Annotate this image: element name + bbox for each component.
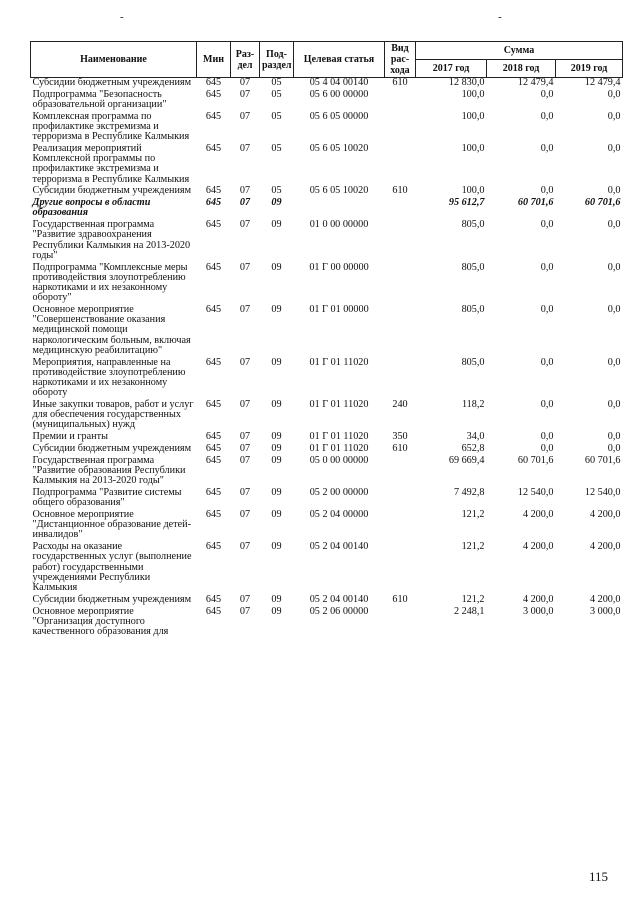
col-header-min: Мин xyxy=(197,42,231,78)
row-razdel: 07 xyxy=(239,185,251,197)
row-podrazdel: 09 xyxy=(271,605,282,617)
row-vid xyxy=(385,198,416,220)
row-vid: 240 xyxy=(392,399,408,411)
row-min: 645 xyxy=(205,219,222,231)
row-podrazdel: 05 xyxy=(271,77,282,88)
row-podrazdel: 09 xyxy=(271,304,282,316)
row-name: Субсидии бюджетным учреждениям xyxy=(32,77,192,88)
row-sum-2018: 0,0 xyxy=(540,143,554,154)
table-row xyxy=(31,456,623,488)
table-row xyxy=(31,78,623,90)
row-sum-2017: 652,8 xyxy=(461,443,485,455)
row-sum-2018: 0,0 xyxy=(540,110,554,122)
row-sum-2017: 100,0 xyxy=(461,88,485,100)
row-min: 645 xyxy=(205,487,222,499)
row-razdel: 07 xyxy=(239,143,251,154)
row-razdel: 07 xyxy=(239,431,251,443)
row-sum-2017: 95 612,7 xyxy=(448,197,485,209)
row-sum-2018: 3 000,0 xyxy=(522,605,554,617)
row-sum-2017: 2 248,1 xyxy=(453,605,485,617)
row-vid xyxy=(385,144,416,186)
row-min: 645 xyxy=(205,431,222,443)
row-razdel: 07 xyxy=(239,541,251,553)
row-sum-2017: 100,0 xyxy=(461,143,485,154)
row-name: Государственная программа "Развитие образования Республики Калмыкия на 2013-2020 годы" xyxy=(32,454,186,487)
row-vid xyxy=(385,510,416,542)
table-row xyxy=(31,595,623,607)
row-vid: 610 xyxy=(392,77,408,88)
row-statya: 05 6 05 00000 xyxy=(309,110,369,122)
row-podrazdel: 09 xyxy=(271,197,282,209)
row-name: Субсидии бюджетным учреждениям xyxy=(32,185,192,197)
row-name: Другие вопросы в области образования xyxy=(32,197,151,219)
row-sum-2019: 4 200,0 xyxy=(589,593,621,605)
table-row xyxy=(31,510,623,542)
row-vid xyxy=(385,263,416,305)
row-name: Реализация мероприятий Комплексной программы по профилактике экстремизма и терроризма в Республике Калмыкия xyxy=(32,143,190,185)
row-statya: 05 6 00 00000 xyxy=(309,88,369,100)
row-min: 645 xyxy=(205,509,222,521)
row-sum-2018: 0,0 xyxy=(540,261,554,273)
row-sum-2019: 12 479,4 xyxy=(584,77,621,88)
row-razdel: 07 xyxy=(239,593,251,605)
row-min: 645 xyxy=(205,454,222,466)
table-row xyxy=(31,400,623,432)
row-razdel: 07 xyxy=(239,219,251,231)
row-podrazdel: 09 xyxy=(271,509,282,521)
row-sum-2017: 7 492,8 xyxy=(453,487,485,499)
table-row xyxy=(31,488,623,510)
row-vid xyxy=(385,542,416,595)
row-sum-2017: 100,0 xyxy=(461,185,485,197)
row-sum-2019: 0,0 xyxy=(607,304,621,316)
row-statya: 01 Г 01 11020 xyxy=(309,443,369,455)
budget-table xyxy=(30,41,623,639)
row-sum-2018: 12 540,0 xyxy=(517,487,554,499)
row-vid xyxy=(385,220,416,262)
row-sum-2017: 805,0 xyxy=(461,261,485,273)
row-sum-2017: 118,2 xyxy=(461,399,485,411)
row-name: Государственная программа "Развитие здравоохранения Республики Калмыкия на 2013-2020 годы" xyxy=(32,219,191,261)
row-sum-2018: 60 701,6 xyxy=(517,454,554,466)
table-body xyxy=(31,78,623,639)
row-min: 645 xyxy=(205,77,222,88)
row-sum-2018: 60 701,6 xyxy=(517,197,554,209)
row-name: Основное мероприятие "Дистанционное образование детей-инвалидов" xyxy=(32,509,191,541)
row-sum-2019: 12 540,0 xyxy=(584,487,621,499)
row-statya: 05 4 04 00140 xyxy=(309,77,369,88)
row-podrazdel: 09 xyxy=(271,261,282,273)
row-statya: 05 2 04 00140 xyxy=(309,541,369,553)
row-sum-2019: 3 000,0 xyxy=(589,605,621,617)
row-min: 645 xyxy=(205,110,222,122)
row-sum-2017: 805,0 xyxy=(461,304,485,316)
row-name: Подпрограмма "Развитие системы общего образования" xyxy=(32,487,182,509)
row-razdel: 07 xyxy=(239,605,251,617)
row-sum-2019: 0,0 xyxy=(607,261,621,273)
row-min: 645 xyxy=(205,593,222,605)
row-razdel: 07 xyxy=(239,77,251,88)
row-name: Иные закупки товаров, работ и услуг для обеспечения государственных (муниципальных) нужд xyxy=(32,399,194,431)
row-sum-2017: 805,0 xyxy=(461,356,485,368)
row-podrazdel: 09 xyxy=(271,219,282,231)
row-podrazdel: 09 xyxy=(271,593,282,605)
row-statya: 01 Г 01 11020 xyxy=(309,399,369,411)
row-vid xyxy=(385,90,416,112)
row-razdel: 07 xyxy=(239,197,251,209)
row-min: 645 xyxy=(205,541,222,553)
row-razdel: 07 xyxy=(239,487,251,499)
row-sum-2018: 0,0 xyxy=(540,399,554,411)
row-statya: 05 2 00 00000 xyxy=(309,487,369,499)
row-sum-2018: 0,0 xyxy=(540,185,554,197)
table-header xyxy=(31,42,623,78)
row-statya: 05 2 04 00000 xyxy=(309,509,369,521)
row-sum-2017: 12 830,0 xyxy=(448,77,485,88)
row-sum-2019: 0,0 xyxy=(607,185,621,197)
row-sum-2018: 0,0 xyxy=(540,304,554,316)
row-statya: 01 0 00 00000 xyxy=(309,219,369,231)
row-podrazdel: 09 xyxy=(271,454,282,466)
row-razdel: 07 xyxy=(239,110,251,122)
row-min: 645 xyxy=(205,443,222,455)
row-vid xyxy=(385,112,416,144)
row-statya: 01 Г 00 00000 xyxy=(309,261,369,273)
row-sum-2018: 4 200,0 xyxy=(522,509,554,521)
row-name: Мероприятия, направленные на противодействие злоупотреблению наркотиками и их незаконному обороту xyxy=(32,356,186,399)
row-statya xyxy=(294,198,385,220)
scan-mark-right: - xyxy=(498,11,502,23)
row-sum-2018: 0,0 xyxy=(540,431,554,443)
row-sum-2017: 121,2 xyxy=(461,593,485,605)
row-sum-2019: 0,0 xyxy=(607,443,621,455)
table-row xyxy=(31,220,623,262)
row-podrazdel: 09 xyxy=(271,443,282,455)
row-sum-2019: 0,0 xyxy=(607,88,621,100)
row-sum-2017: 69 669,4 xyxy=(448,454,485,466)
row-vid xyxy=(385,305,416,358)
row-min: 645 xyxy=(205,88,222,100)
row-sum-2019: 0,0 xyxy=(607,219,621,231)
row-sum-2017: 100,0 xyxy=(461,110,485,122)
table-row xyxy=(31,112,623,144)
row-min: 645 xyxy=(205,399,222,411)
row-name: Подпрограмма "Комплексные меры противодействия злоупотреблению наркотиками и их незаконному обороту" xyxy=(32,261,188,304)
row-name: Комплексная программа по профилактике экстремизма и терроризма в Республике Калмыкия xyxy=(32,110,190,143)
row-statya: 01 Г 01 11020 xyxy=(309,431,369,443)
table-row xyxy=(31,305,623,358)
row-sum-2017: 121,2 xyxy=(461,509,485,521)
row-podrazdel: 05 xyxy=(271,185,282,197)
page-number: 115 xyxy=(588,869,608,884)
row-statya: 01 Г 01 11020 xyxy=(309,356,369,368)
row-sum-2019: 4 200,0 xyxy=(589,541,621,553)
row-name: Субсидии бюджетным учреждениям xyxy=(32,443,192,455)
col-header-vid: Вид рас-хода xyxy=(385,42,416,78)
row-podrazdel: 09 xyxy=(271,431,282,443)
scan-mark-left: - xyxy=(120,11,124,23)
col-header-summa: Сумма xyxy=(416,42,623,60)
row-min: 645 xyxy=(205,197,222,209)
row-razdel: 07 xyxy=(239,261,251,273)
row-razdel: 07 xyxy=(239,356,251,368)
row-min: 645 xyxy=(205,143,222,154)
row-statya: 05 6 05 10020 xyxy=(309,143,369,154)
row-sum-2018: 0,0 xyxy=(540,443,554,455)
row-podrazdel: 09 xyxy=(271,541,282,553)
row-sum-2018: 0,0 xyxy=(540,219,554,231)
row-min: 645 xyxy=(205,185,222,197)
row-podrazdel: 05 xyxy=(271,110,282,122)
col-header-2019: 2019 год xyxy=(556,60,623,78)
row-vid xyxy=(385,607,416,639)
table-row xyxy=(31,144,623,186)
row-podrazdel: 09 xyxy=(271,399,282,411)
row-sum-2017: 121,2 xyxy=(461,541,485,553)
row-statya: 05 2 04 00140 xyxy=(309,593,369,605)
col-header-podrazdel: Под-раздел xyxy=(260,42,294,78)
row-sum-2019: 4 200,0 xyxy=(589,509,621,521)
table-row xyxy=(31,358,623,400)
row-razdel: 07 xyxy=(239,304,251,316)
row-vid: 610 xyxy=(392,443,408,455)
row-min: 645 xyxy=(205,356,222,368)
row-vid: 610 xyxy=(392,185,408,197)
row-sum-2019: 0,0 xyxy=(607,399,621,411)
row-vid xyxy=(385,488,416,510)
row-name: Подпрограмма "Безопасность образовательной организации" xyxy=(32,88,167,110)
row-podrazdel: 09 xyxy=(271,356,282,368)
row-statya: 05 0 00 00000 xyxy=(309,454,369,466)
table-row xyxy=(31,542,623,595)
row-name: Субсидии бюджетным учреждениям xyxy=(32,593,192,605)
table-row xyxy=(31,90,623,112)
table-row xyxy=(31,263,623,305)
row-razdel: 07 xyxy=(239,454,251,466)
row-sum-2017: 805,0 xyxy=(461,219,485,231)
row-vid xyxy=(385,358,416,400)
row-min: 645 xyxy=(205,304,222,316)
row-sum-2019: 60 701,6 xyxy=(584,197,621,209)
row-sum-2019: 0,0 xyxy=(607,110,621,122)
col-header-statya: Целевая статья xyxy=(294,42,385,78)
col-header-2017: 2017 год xyxy=(416,60,487,78)
row-min: 645 xyxy=(205,605,222,617)
row-vid xyxy=(385,456,416,488)
col-header-2018: 2018 год xyxy=(487,60,556,78)
row-sum-2018: 4 200,0 xyxy=(522,541,554,553)
row-razdel: 07 xyxy=(239,443,251,455)
row-razdel: 07 xyxy=(239,399,251,411)
row-name: Основное мероприятие "Совершенствование оказания медицинской помощи наркологическим больным, включая медицинскую реабилитацию" xyxy=(32,304,191,356)
row-name: Премии и гранты xyxy=(32,431,108,443)
row-statya: 05 6 05 10020 xyxy=(309,185,369,197)
row-statya: 05 2 06 00000 xyxy=(309,605,369,617)
row-statya: 01 Г 01 00000 xyxy=(309,304,369,316)
row-sum-2019: 60 701,6 xyxy=(584,454,621,466)
row-name: Основное мероприятие "Организация доступного качественного образования для xyxy=(32,605,169,638)
row-razdel: 07 xyxy=(239,509,251,521)
row-razdel: 07 xyxy=(239,88,251,100)
row-podrazdel: 05 xyxy=(271,88,282,100)
row-sum-2018: 0,0 xyxy=(540,88,554,100)
table-row xyxy=(31,198,623,220)
row-podrazdel: 09 xyxy=(271,487,282,499)
row-podrazdel: 05 xyxy=(271,143,282,154)
row-sum-2019: 0,0 xyxy=(607,143,621,154)
row-min: 645 xyxy=(205,261,222,273)
row-vid: 610 xyxy=(392,593,408,605)
col-header-name: Наименование xyxy=(31,42,197,78)
row-sum-2018: 12 479,4 xyxy=(517,77,554,88)
row-sum-2019: 0,0 xyxy=(607,356,621,368)
table-row xyxy=(31,607,623,639)
row-sum-2019: 0,0 xyxy=(607,431,621,443)
row-sum-2018: 4 200,0 xyxy=(522,593,554,605)
row-name: Расходы на оказание государственных услуг (выполнение работ) государственными учреждениями Республики Калмыкия xyxy=(32,541,192,594)
row-sum-2018: 0,0 xyxy=(540,356,554,368)
row-sum-2017: 34,0 xyxy=(466,431,485,443)
row-vid: 350 xyxy=(392,431,408,443)
col-header-razdel: Раз-дел xyxy=(231,42,260,78)
